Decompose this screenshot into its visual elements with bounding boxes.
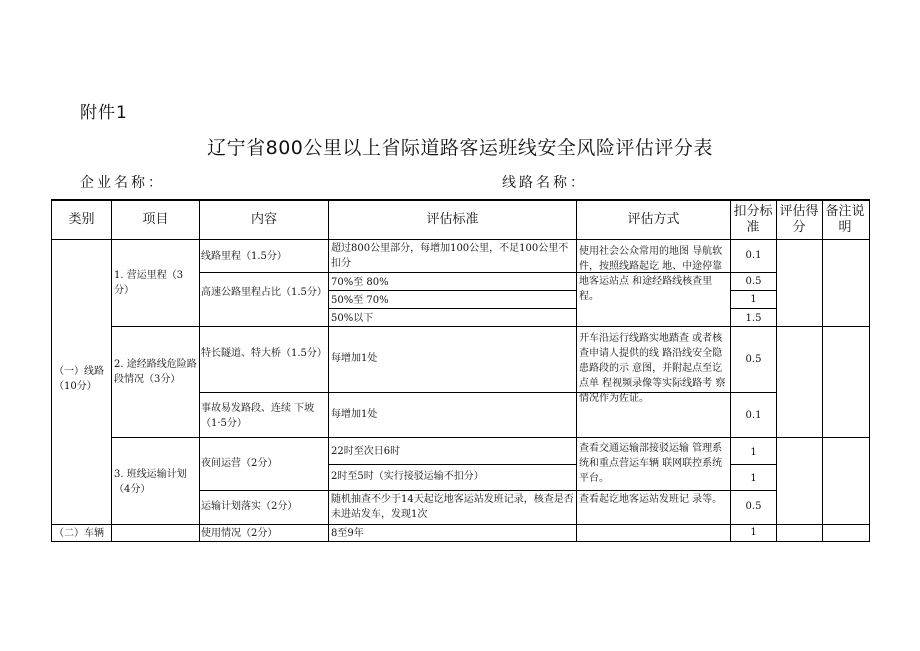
item-mileage: 1. 营运里程（3分） — [114, 270, 184, 296]
criteria-highway-1: 70%至 80% — [331, 277, 389, 288]
method-hazard: 开车沿运行线路实地踏查 或者核查申请人提供的线 路沿线安全隐患路段的示 意图，并附起点至讫点单 程视频录像等实际线路考 察情况作为佐证。 — [579, 333, 726, 404]
header-remark: 备注说明 — [825, 203, 865, 235]
header-item: 项目 — [142, 211, 169, 227]
method-plan: 查看起讫地客运站发班记 录等。 — [579, 494, 723, 505]
deduct-highway-1: 0.5 — [745, 276, 762, 287]
content-night-operation: 夜间运营（2分） — [201, 458, 278, 469]
content-highway-ratio: 高速公路里程占比（1.5分） — [201, 287, 327, 298]
item-hazard-sections: 2. 途经路线危险路段情况（3分） — [114, 359, 197, 385]
deduct-highway-3: 1.5 — [745, 313, 762, 324]
deduct-highway-2: 1 — [750, 294, 757, 305]
criteria-night-2: 2时至5时（实行接驳运输不扣分） — [331, 471, 484, 482]
criteria-mileage: 超过800公里部分，每增加100公里，不足100公里不扣分 — [331, 243, 569, 269]
deduct-night-1: 1 — [750, 447, 757, 458]
content-tunnel-bridge: 特长隧道、特大桥（1.5分） — [201, 348, 327, 359]
header-score: 评估得分 — [779, 203, 819, 235]
header-deduct: 扣分标准 — [733, 203, 773, 235]
category-route: （一）线路（10分） — [54, 366, 104, 392]
content-route-mileage: 线路里程（1.5分） — [201, 251, 287, 262]
deduct-plan: 0.5 — [745, 501, 762, 512]
content-plan-implementation: 运输计划落实（2分） — [201, 501, 298, 512]
deduct-accident: 0.1 — [745, 410, 762, 421]
company-name-label: 企业名称： — [80, 175, 165, 191]
deduct-mileage: 0.1 — [745, 250, 762, 261]
header-criteria: 评估标准 — [426, 211, 479, 227]
route-name-label: 线路名称： — [502, 175, 587, 191]
deduct-usage: 1 — [750, 527, 757, 538]
deduct-night-2: 1 — [750, 473, 757, 484]
content-usage: 使用情况（2分） — [201, 528, 278, 539]
criteria-usage: 8至9年 — [331, 528, 364, 539]
header-content: 内容 — [250, 211, 277, 227]
criteria-highway-3: 50%以下 — [331, 313, 374, 324]
method-night: 查看交通运输部接驳运输 管理系统和重点营运车辆 联网联控系统平台。 — [579, 443, 723, 484]
criteria-accident: 每增加1处 — [331, 409, 378, 420]
deduct-tunnel: 0.5 — [745, 354, 762, 365]
content-accident-prone: 事故易发路段、连续 下坡（1·5分） — [201, 403, 315, 429]
page-title: 辽宁省800公里以上省际道路客运班线安全风险评估评分表 — [207, 137, 713, 159]
header-category: 类别 — [68, 211, 95, 227]
category-vehicle: （二）车辆 — [54, 528, 104, 539]
criteria-plan: 随机抽查不少于14天起讫地客运站发班记录，核查是否未进站发车，发现1次 — [331, 494, 574, 520]
criteria-tunnel: 每增加1处 — [331, 353, 378, 364]
criteria-night-1: 22时至次日6时 — [331, 446, 401, 457]
annex-label: 附件1 — [80, 103, 128, 123]
method-mileage: 使用社会公众常用的地图 导航软件，按照线路起讫 地、中途停靠地客运站点 和途经路线核查里程。 — [579, 246, 723, 302]
criteria-highway-2: 50%至 70% — [331, 295, 389, 306]
item-transport-plan: 3. 班线运输计划（4分） — [114, 469, 187, 495]
header-method: 评估方式 — [627, 211, 680, 227]
